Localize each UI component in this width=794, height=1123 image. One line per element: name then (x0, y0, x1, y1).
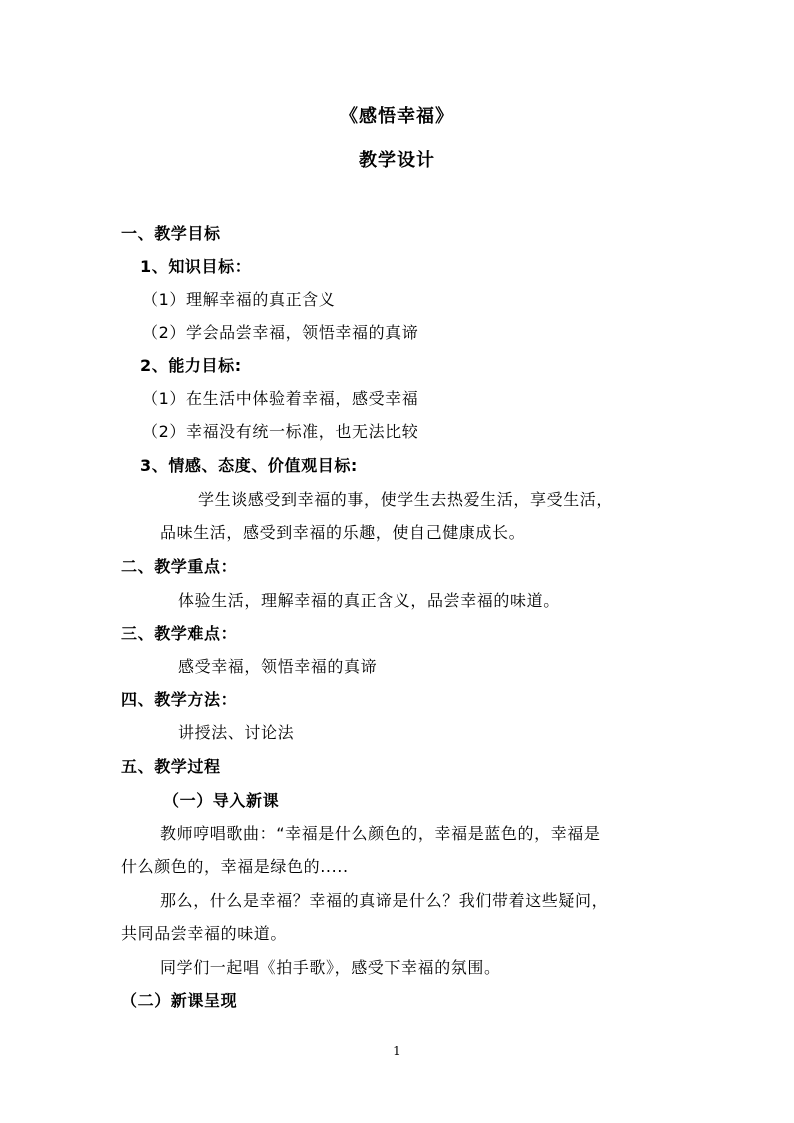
song-paragraph: 同学们一起唱《拍手歌》，感受下幸福的氛围。 (160, 958, 501, 977)
section-heading-methods: 四、教学方法： (121, 690, 238, 709)
ability-goal-1: （1）在生活中体验着幸福，感受幸福 (142, 389, 419, 408)
question-paragraph-line-1: 那么，什么是幸福？幸福的真谛是什么？我们带着这些疑问， (160, 891, 609, 910)
knowledge-goal-1: （1）理解幸福的真正含义 (142, 290, 336, 309)
section-heading-process: 五、教学过程 (121, 757, 221, 776)
subheading-intro: （一）导入新课 (163, 791, 280, 810)
subheading-ability-goals: 2、能力目标: (140, 356, 242, 375)
emotion-goal-line-1: 学生谈感受到幸福的事，使学生去热爱生活，享受生活， (198, 490, 614, 509)
question-paragraph-line-2: 共同品尝幸福的味道。 (121, 924, 288, 943)
intro-paragraph-line-1: 教师哼唱歌曲：“幸福是什么颜色的，幸福是蓝色的，幸福是 (160, 824, 601, 843)
section-heading-objectives: 一、教学目标 (121, 224, 221, 243)
intro-paragraph-line-2: 什么颜色的，幸福是绿色的..... (121, 857, 349, 876)
methods-text: 讲授法、讨论法 (178, 723, 295, 742)
difficulties-text: 感受幸福，领悟幸福的真谛 (178, 657, 378, 676)
subheading-knowledge-goals: 1、知识目标： (140, 257, 252, 276)
section-heading-key-points: 二、教学重点： (121, 557, 238, 576)
subheading-new-lesson: （二）新课呈现 (121, 991, 238, 1010)
subheading-emotion-goals: 3、情感、态度、价值观目标: (140, 456, 358, 475)
document-title: 《感悟幸福》 (340, 106, 454, 127)
ability-goal-2: （2）幸福没有统一标准，也无法比较 (142, 422, 419, 441)
document-subtitle: 教学设计 (359, 150, 435, 171)
emotion-goal-line-2: 品味生活，感受到幸福的乐趣，使自己健康成长。 (160, 523, 526, 542)
section-heading-difficulties: 三、教学难点： (121, 624, 238, 643)
page-number: 1 (393, 1044, 401, 1058)
key-points-text: 体验生活，理解幸福的真正含义，品尝幸福的味道。 (178, 591, 560, 610)
knowledge-goal-2: （2）学会品尝幸福，领悟幸福的真谛 (142, 323, 419, 342)
